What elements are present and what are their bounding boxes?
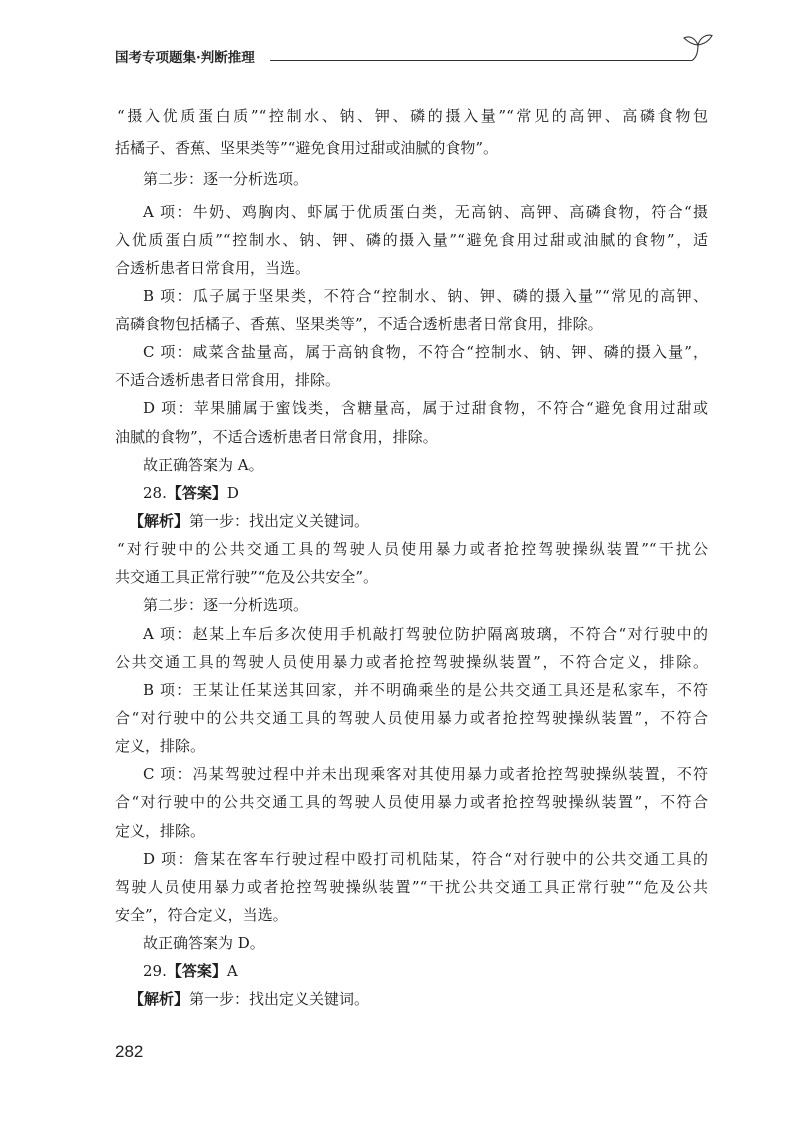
text-line: 第二步：逐一分析选项。 [143,596,309,615]
text-line: A 项：赵某上车后多次使用手机敲打驾驶位防护隔离玻璃，不符合“对行驶中的 [143,624,708,643]
answer-label: 【答案】 [166,962,227,981]
paragraph [115,451,708,479]
paragraph [115,198,708,282]
answer-label: 【答案】 [166,483,227,502]
text-line: “摄入优质蛋白质”“控制水、钠、钾、磷的摄入量”“常见的高钾、高磷食物包 [117,107,708,125]
paragraph [115,282,708,338]
text-line: 高磷食物包括橘子、香蕉、坚果类等”，不适合透析患者日常食用，排除。 [115,315,603,334]
text-line: C 项：冯某驾驶过程中并未出现乘客对其使用暴力或者抢控驾驶操纵装置，不符 [143,765,708,784]
paragraph [115,591,708,619]
text-line: 共交通工具正常行驶”“危及公共安全”。 [115,568,379,587]
text-line: 公共交通工具的驾驶人员使用暴力或者抢控驾驶操纵装置”，不符合定义，排除。 [115,652,708,671]
text-line: 合透析患者日常食用，当选。 [115,258,311,277]
text-line: 括橘子、香蕉、坚果类等”“避免食用过甜或油腻的食物”。 [115,138,499,157]
paragraph [115,338,708,394]
analysis-text: 第一步：找出定义关键词。 [189,512,370,531]
question-number: 29. [143,962,167,981]
text-line: A 项：牛奶、鸡胸肉、虾属于优质蛋白类，无高钠、高钾、高磷食物，符合“摄 [143,202,708,221]
text-line: 入优质蛋白质”“控制水、钠、钾、磷的摄入量”“避免食用过甜或油腻的食物”，适 [115,230,708,249]
text-line: B 项：瓜子属于坚果类，不符合“控制水、钠、钾、磷的摄入量”“常见的高钾、 [143,286,708,305]
text-line: 油腻的食物”，不适合透析患者日常食用，排除。 [115,427,438,446]
text-line: 驾驶人员使用暴力或者抢控驾驶操纵装置”“干扰公共交通工具正常行驶”“危及公共 [115,877,708,896]
text-line: 定义，排除。 [115,821,206,840]
text-line: D 项：苹果脯属于蜜饯类，含糖量高，属于过甜食物，不符合“避免食用过甜或 [143,399,708,418]
paragraph [115,845,708,929]
sprout-icon [682,28,714,62]
analysis-line [115,985,708,1013]
header-title: 国考专项题集·判断推理 [115,50,255,66]
answer-line [115,957,708,985]
question-number: 28. [143,483,167,502]
text-line: 安全”，符合定义，当选。 [115,906,288,925]
answer-line [115,479,708,507]
text-line: 合“对行驶中的公共交通工具的驾驶人员使用暴力或者抢控驾驶操纵装置”，不符合 [115,793,708,812]
paragraph [115,164,708,196]
paragraph [115,394,708,450]
paragraph [115,760,708,844]
analysis-label: 【解析】 [129,990,190,1009]
paragraph [115,620,708,676]
text-line: 定义，排除。 [115,737,206,756]
analysis-text: 第一步：找出定义关键词。 [189,990,370,1009]
body-text [115,101,708,1014]
text-line: 合“对行驶中的公共交通工具的驾驶人员使用暴力或者抢控驾驶操纵装置”，不符合 [115,709,708,728]
analysis-label: 【解析】 [129,512,190,531]
text-line: “对行驶中的公共交通工具的驾驶人员使用暴力或者抢控驾驶操纵装置”“干扰公 [117,540,708,559]
text-line: 第二步：逐一分析选项。 [143,170,309,188]
text-line: C 项：咸菜含盐量高，属于高钠食物，不符合“控制水、钠、钾、磷的摄入量”， [143,343,708,362]
text-line: D 项：詹某在客车行驶过程中殴打司机陆某，符合“对行驶中的公共交通工具的 [143,849,708,868]
text-line: B 项：王某让任某送其回家，并不明确乘坐的是公共交通工具还是私家车，不符 [143,680,708,699]
answer-value: A [226,962,238,981]
paragraph [115,101,708,164]
text-line: 不适合透析患者日常食用，排除。 [115,371,341,390]
paragraph [115,929,708,957]
header-rule [270,60,692,61]
paragraph [115,535,708,591]
paragraph [115,676,708,760]
conclusion-line: 故正确答案为 D。 [143,934,265,953]
answer-value: D [226,483,239,502]
page-number: 282 [115,1042,144,1061]
analysis-line [115,507,708,535]
conclusion-line: 故正确答案为 A。 [143,455,264,474]
